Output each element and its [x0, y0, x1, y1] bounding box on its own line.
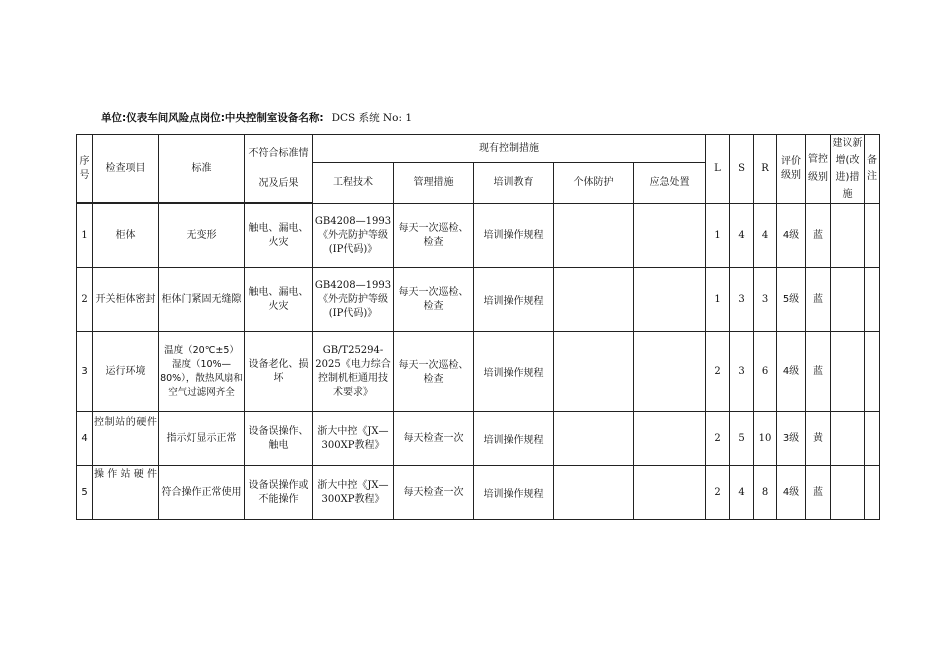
row-r: 6 [754, 332, 777, 412]
row-ctrl-level: 蓝 [806, 332, 831, 412]
header-remark: 备注 [865, 135, 880, 204]
row-suggest [831, 412, 865, 466]
header-ppe: 个体防护 [554, 163, 634, 204]
row-item: 控制站的硬件 [93, 412, 159, 466]
row-suggest [831, 268, 865, 332]
row-mgmt: 每天一次巡检、检查 [394, 332, 474, 412]
row-l: 2 [706, 466, 730, 520]
row-remark [865, 268, 880, 332]
header-r: R [754, 135, 777, 204]
row-nonconform: 设备误操作、触电 [245, 412, 313, 466]
header-l: L [706, 135, 730, 204]
row-remark [865, 412, 880, 466]
header-item: 检查项目 [93, 135, 159, 203]
row-r: 3 [754, 268, 777, 332]
header-mgmt: 管理措施 [394, 163, 474, 204]
header-grade: 评价级别 [777, 135, 806, 204]
header-row-1 [77, 135, 880, 163]
header-suggest: 建议新增(改进)措施 [831, 135, 865, 204]
table-row [77, 204, 880, 268]
row-mgmt: 每天一次巡检、检查 [394, 268, 474, 332]
row-grade: 4级 [777, 332, 806, 412]
document-title [101, 110, 412, 125]
row-suggest [831, 204, 865, 268]
row-train: 培训操作规程 [474, 332, 554, 412]
row-suggest [831, 332, 865, 412]
header-controls: 现有控制措施 [313, 135, 706, 163]
row-ppe [554, 332, 634, 412]
header-no: 序号 [77, 135, 93, 203]
row-standard: 无变形 [159, 204, 245, 268]
row-nonconform: 触电、漏电、火灾 [245, 204, 313, 268]
row-r: 4 [754, 204, 777, 268]
title-system-text: DCS 系统 No: 1 [331, 112, 412, 124]
row-eng: 浙大中控《JX—300XP教程》 [313, 466, 394, 520]
row-nonconform: 设备误操作或不能操作 [245, 466, 313, 520]
row-item: 开关柜体密封 [93, 268, 159, 332]
row-remark [865, 466, 880, 520]
row-ppe [554, 204, 634, 268]
risk-assessment-table [76, 134, 880, 520]
row-ctrl-level: 黄 [806, 412, 831, 466]
row-emergency [634, 204, 706, 268]
row-r: 10 [754, 412, 777, 466]
header-emergency: 应急处置 [634, 163, 706, 204]
row-mgmt: 每天一次巡检、检查 [394, 204, 474, 268]
row-no: 1 [77, 204, 93, 268]
row-l: 2 [706, 332, 730, 412]
row-r: 8 [754, 466, 777, 520]
header-ctrl-level: 管控级别 [806, 135, 831, 204]
row-remark [865, 332, 880, 412]
row-ppe [554, 412, 634, 466]
row-eng: GB/T25294-2025《电力综合控制机柜通用技术要求》 [313, 332, 394, 412]
row-item: 柜体 [93, 204, 159, 268]
row-no: 4 [77, 412, 93, 466]
row-mgmt: 每天检查一次 [394, 412, 474, 466]
table-row [77, 268, 880, 332]
row-nonconform: 触电、漏电、火灾 [245, 268, 313, 332]
row-standard: 指示灯显示正常 [159, 412, 245, 466]
row-ppe [554, 466, 634, 520]
row-l: 2 [706, 412, 730, 466]
row-mgmt: 每天检查一次 [394, 466, 474, 520]
row-standard: 温度（20℃±5）湿度（10%—80%），散热风扇和空气过滤网齐全 [159, 332, 245, 412]
header-train: 培训教育 [474, 163, 554, 204]
row-emergency [634, 412, 706, 466]
row-item: 操作站硬件 [93, 466, 159, 520]
row-grade: 3级 [777, 412, 806, 466]
row-nonconform: 设备老化、损坏 [245, 332, 313, 412]
row-ctrl-level: 蓝 [806, 466, 831, 520]
row-standard: 柜体门紧固无缝隙 [159, 268, 245, 332]
row-s: 3 [730, 332, 754, 412]
row-suggest [831, 466, 865, 520]
title-unit-text: 单位:仪表车间风险点岗位:中央控制室设备名称: [101, 112, 324, 124]
row-emergency [634, 332, 706, 412]
row-item: 运行环境 [93, 332, 159, 412]
row-eng: GB4208—1993《外壳防护等级(IP代码)》 [313, 204, 394, 268]
row-ppe [554, 268, 634, 332]
table-row [77, 332, 880, 412]
row-s: 5 [730, 412, 754, 466]
header-s: S [730, 135, 754, 204]
row-ctrl-level: 蓝 [806, 268, 831, 332]
row-train: 培训操作规程 [474, 204, 554, 268]
row-remark [865, 204, 880, 268]
header-standard: 标准 [159, 135, 245, 203]
row-train: 培训操作规程 [474, 412, 554, 466]
header-nonconform: 不符合标准情况及后果 [245, 135, 313, 203]
header-eng: 工程技术 [313, 163, 394, 204]
row-no: 5 [77, 466, 93, 520]
row-no: 2 [77, 268, 93, 332]
table-row [77, 412, 880, 466]
row-s: 3 [730, 268, 754, 332]
row-ctrl-level: 蓝 [806, 204, 831, 268]
row-l: 1 [706, 204, 730, 268]
row-emergency [634, 268, 706, 332]
row-s: 4 [730, 204, 754, 268]
row-grade: 4级 [777, 466, 806, 520]
row-standard: 符合操作正常使用 [159, 466, 245, 520]
row-no: 3 [77, 332, 93, 412]
row-emergency [634, 466, 706, 520]
row-train: 培训操作规程 [474, 268, 554, 332]
row-eng: GB4208—1993《外壳防护等级(IP代码)》 [313, 268, 394, 332]
row-s: 4 [730, 466, 754, 520]
row-grade: 5级 [777, 268, 806, 332]
table-row [77, 466, 880, 520]
row-eng: 浙大中控《JX—300XP教程》 [313, 412, 394, 466]
row-l: 1 [706, 268, 730, 332]
row-grade: 4级 [777, 204, 806, 268]
row-train: 培训操作规程 [474, 466, 554, 520]
